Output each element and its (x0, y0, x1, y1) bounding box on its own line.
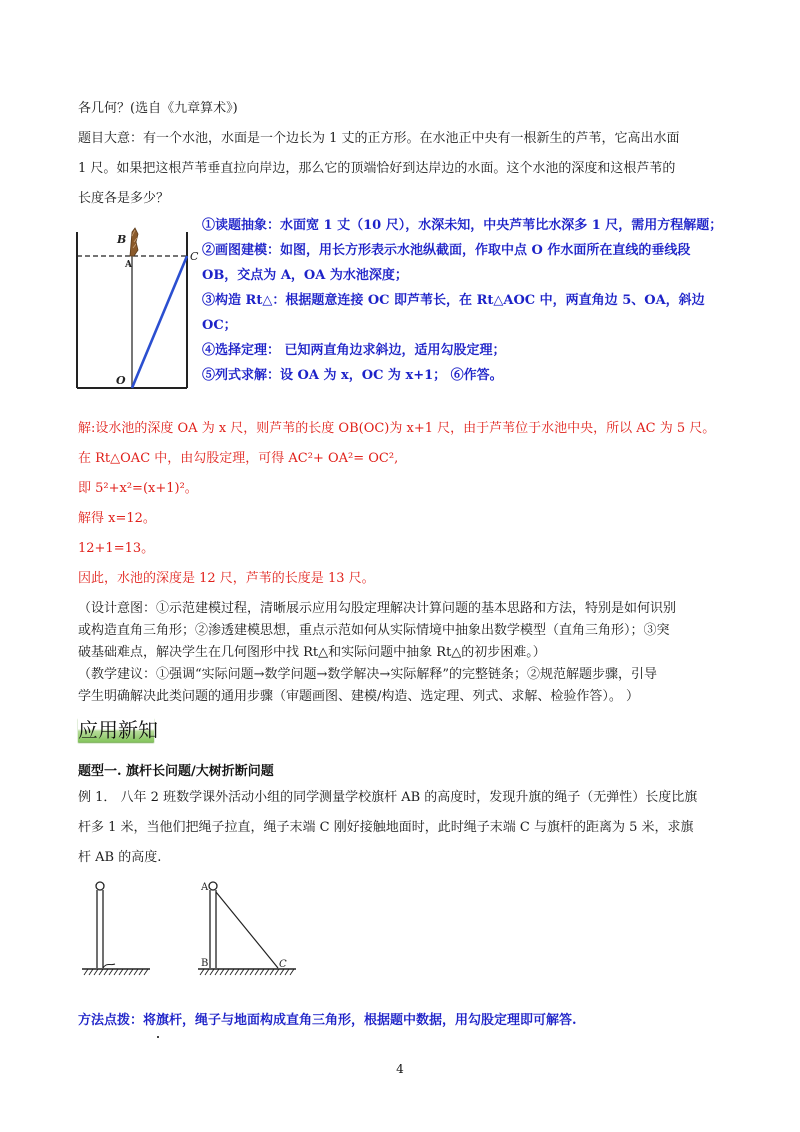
intro-line-3: 1 尺。如果把这根芦苇垂直拉向岸边，那么它的顶端恰好到达岸边的水面。这个水池的深度和这根芦苇的 (78, 161, 676, 176)
figure2-label-a: A (201, 882, 209, 893)
design-line-1: （设计意图：①示范建模过程，清晰展示应用勾股定理解决计算问题的基本思路和方法，特别是如何识别 (78, 601, 677, 616)
figure1-label-c: C (190, 250, 199, 263)
figure2-label-c: C (279, 959, 287, 970)
step-4: ④选择定理： 已知两直角边求斜边，适用勾股定理； (202, 343, 506, 358)
figure1-label-b: B (117, 233, 127, 246)
step-3: ③构造 Rt△：根据题意连接 OC 即芦苇长，在 Rt△AOC 中，两直角边 5、OA，斜边 (202, 293, 705, 308)
step-1: ①读题抽象：水面宽 1 丈（10 尺），水深未知，中央芦苇比水深多 1 尺，需用方程解题； (202, 218, 723, 233)
solution-line-4: 解得 x=12。 (78, 511, 156, 526)
step-5: ⑤列式求解：设 OA 为 x，OC 为 x+1； ⑥作答。 (202, 368, 503, 383)
figure1-label-o: O (116, 374, 126, 387)
design-line-5: 学生明确解决此类问题的通用步骤（审题画图、建模/构造、选定理、列式、求解、检验作答）。 ） (78, 689, 640, 704)
page-number: 4 (396, 1062, 404, 1076)
example-line-3: 杆 AB 的高度. (78, 850, 162, 865)
intro-line-1: 各几何？(选自《九章算术》) (78, 101, 238, 116)
solution-line-2: 在 Rt△OAC 中，由勾股定理，可得 AC²+ OA²= OC², (78, 451, 399, 466)
design-line-3: 破基础难点，解决学生在几何图形中找 Rt△和实际问题中抽象 Rt△的初步困难。） (78, 645, 546, 660)
figure1-label-a: A (125, 260, 132, 270)
section-title: 应用新知 (78, 718, 158, 742)
example-line-1: 例 1． 八年 2 班数学课外活动小组的同学测量学校旗杆 AB 的高度时，发现升旗的绳子（无弹性）长度比旗 (78, 790, 698, 805)
stray-dot (157, 1036, 159, 1038)
pool-figure (72, 222, 200, 392)
example-line-2: 杆多 1 米，当他们把绳子拉直，绳子末端 C 刚好接触地面时，此时绳子末端 C 与旗杆的距离为 5 米，求旗 (78, 820, 694, 835)
solution-line-5: 12+1=13。 (78, 541, 155, 556)
intro-line-2: 题目大意：有一个水池，水面是一个边长为 1 丈的正方形。在水池正中央有一根新生的芦苇，它高出水面 (78, 131, 680, 146)
solution-line-3: 即 5²+x²=(x+1)²。 (78, 481, 198, 496)
design-line-2: 或构造直角三角形；②渗透建模思想，重点示范如何从实际情境中抽象出数学模型（直角三角形）；③突 (78, 623, 670, 638)
figure2-label-b: B (201, 958, 209, 969)
solution-line-6: 因此，水池的深度是 12 尺，芦苇的长度是 13 尺。 (78, 571, 375, 586)
step-2-cont: OB，交点为 A，OA 为水池深度； (202, 268, 408, 283)
flagpole-figure (80, 880, 310, 980)
type-title: 题型一. 旗杆长问题/大树折断问题 (78, 764, 274, 779)
method-tip: 方法点拨：将旗杆，绳子与地面构成直角三角形，根据题中数据，用勾股定理即可解答. (78, 1013, 577, 1028)
step-3-cont: OC； (202, 318, 237, 333)
design-line-4: （教学建议：①强调“实际问题→数学问题→数学解决→实际解释”的完整链条；②规范解题步骤，引导 (78, 667, 657, 682)
step-2: ②画图建模：如图，用长方形表示水池纵截面，作取中点 O 作水面所在直线的垂线段 (202, 243, 691, 258)
intro-line-4: 长度各是多少？ (78, 191, 170, 206)
solution-line-1: 解:设水池的深度 OA 为 x 尺，则芦苇的长度 OB(OC)为 x+1 尺，由于芦苇位于水池中央，所以 AC 为 5 尺。 (78, 421, 716, 436)
